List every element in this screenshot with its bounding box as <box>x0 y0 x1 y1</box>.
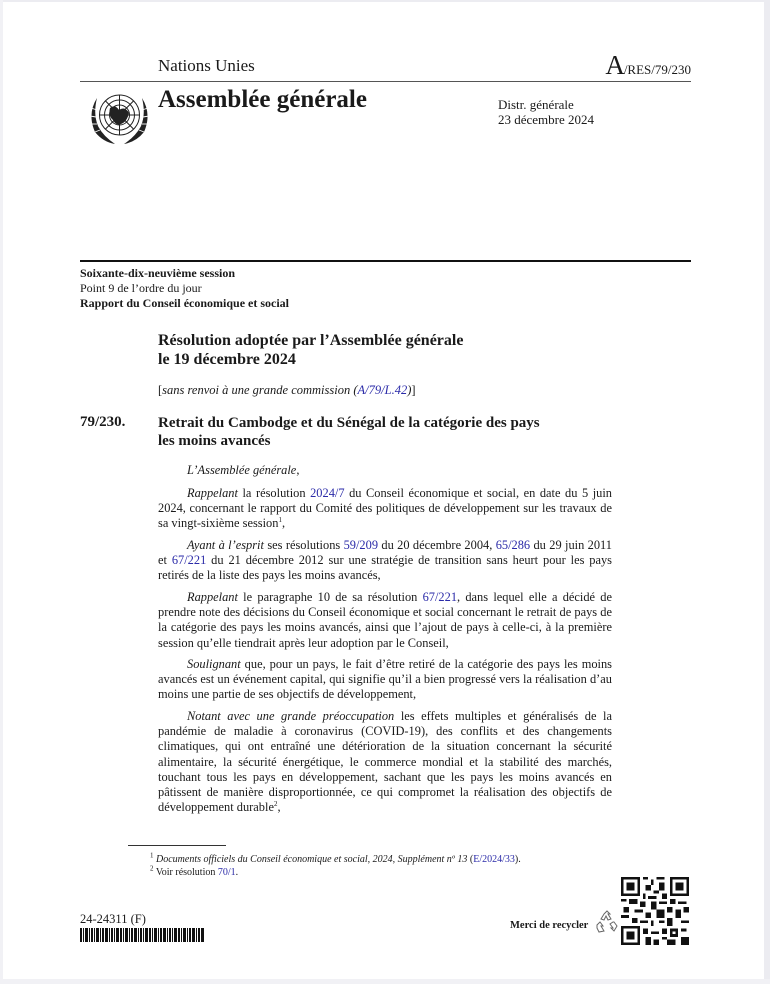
preamble-paragraph-4 <box>158 657 612 703</box>
referral-note <box>158 383 416 398</box>
p3-italic: Rappelant <box>187 590 238 604</box>
footnote-1 <box>150 853 521 866</box>
agenda-title: Rapport du Conseil économique et social <box>80 296 290 310</box>
link-2024-7[interactable]: 2024/7 <box>310 486 345 500</box>
p5-text1: les effets multiples et généralisés de la pandémie de maladie à coronavirus (COVID-19), des conflits et des changements climatiques, qui ont entraîné une détérioration de la situation concernant la sécurité alimentaire, la sécurité énergétique, le commerce mondial et la stabilité des marchés, touchant tous les pays en développement, sachant que les pays les moins avancés en pâtissent de manière disproportionnée, ce qui compromet la réalisation des objectifs de développement durable <box>158 709 612 815</box>
barcode-icon <box>80 928 204 942</box>
p1-text2: du Conseil économique et social, en date du 5 juin 2024, concernant le rapport du Comité des politiques de développement sur les travaux de sa vingt-sixième session <box>158 486 613 531</box>
footnote-1-text2: ). <box>514 854 521 865</box>
preamble-paragraph-1 <box>158 486 612 532</box>
agenda-item: Point 9 de l’ordre du jour <box>80 281 202 295</box>
footnote-2-text2: . <box>235 867 239 878</box>
link-67-221[interactable]: 67/221 <box>171 553 207 568</box>
link-65-286[interactable]: 65/286 <box>495 538 531 552</box>
preamble-opening <box>158 463 612 478</box>
resolution-heading <box>158 414 598 450</box>
resolution-heading-line2: les moins avancés <box>158 433 271 449</box>
footnote-2-text1: Voir résolution <box>155 867 218 878</box>
p2-text2: du 20 décembre 2004, <box>378 538 496 552</box>
distribution-date: 23 décembre 2024 <box>498 112 595 127</box>
link-E-2024-33[interactable]: E/2024/33 <box>473 854 515 865</box>
p0-rest: , <box>296 463 300 477</box>
distribution-block <box>498 97 594 127</box>
p5-italic: Notant avec une grande préoccupation <box>187 709 395 723</box>
p3-text1: le paragraphe 10 de sa résolution <box>237 590 423 604</box>
p0-italic: L’Assemblée générale <box>187 463 297 477</box>
p4-text1: que, pour un pays, le fait d’être retiré de la catégorie des pays les moins avancés est un événement capital, qui signifie qu’il a bien progressé vers la réalisation d’au moins une partie de ses objectifs de développement, <box>158 657 612 702</box>
page-edge-top <box>0 0 770 2</box>
adoption-title-line2: le 19 décembre 2024 <box>158 351 296 368</box>
p5-text2: , <box>277 800 281 815</box>
session-block <box>80 266 289 311</box>
link-A-79-L42[interactable]: A/79/L.42 <box>357 383 408 397</box>
document-number: 24-24311 (F) <box>80 912 146 926</box>
page-edge-bottom <box>0 979 770 984</box>
resolution-number: 79/230. <box>80 414 126 430</box>
session-rule <box>80 260 691 262</box>
resolution-heading-line1: Retrait du Cambodge et du Sénégal de la catégorie des pays <box>158 415 540 431</box>
footnote-2 <box>150 866 238 879</box>
footnote-1-italic: Documents officiels du Conseil économique et social, 2024, Supplément nº 13 <box>156 854 468 865</box>
session-name: Soixante-dix-neuvième session <box>80 266 236 280</box>
paren-close: ) <box>407 383 412 397</box>
p1-text1: la résolution <box>237 486 311 500</box>
recycle-icon <box>595 910 619 934</box>
p2-text1: ses résolutions <box>263 538 344 552</box>
page-edge-left <box>0 0 3 984</box>
adoption-title-line1: Résolution adoptée par l’Assemblée générale <box>158 332 464 349</box>
p2-italic: Ayant à l’esprit <box>187 538 264 552</box>
p1-italic: Rappelant <box>187 486 238 500</box>
distribution-type: Distr. générale <box>498 97 574 112</box>
link-59-209[interactable]: 59/209 <box>343 538 379 552</box>
preamble-paragraph-2 <box>158 538 612 584</box>
footnote-ref-2[interactable]: 2 <box>273 800 278 809</box>
link-67-221-second[interactable]: 67/221 <box>422 590 458 604</box>
p2-text3: du 29 juin 2011 et <box>158 538 612 568</box>
p1-text3: , <box>281 516 286 531</box>
un-emblem-icon <box>83 86 156 149</box>
issuing-body-title: Assemblée générale <box>158 86 367 113</box>
symbol-prefix: A <box>605 50 624 80</box>
preamble-paragraph-3 <box>158 590 612 651</box>
resolution-adoption-title <box>158 331 463 369</box>
bracket-open: [ <box>158 383 163 397</box>
qr-code-icon[interactable] <box>621 877 689 945</box>
organization-name: Nations Unies <box>158 56 255 75</box>
p3-text2: , dans lequel elle a décidé de prendre note des décisions du Conseil économique et social concernant le retrait de pays de la catégorie des pays les moins avancés, ainsi que l’ajout de pays à celle-ci, à la première session qu’elle tiendrait après leur adoption par le Conseil, <box>158 590 612 650</box>
footnote-ref-1[interactable]: 1 <box>278 516 282 525</box>
footnote-2-number: 2 <box>150 864 154 873</box>
link-70-1[interactable]: 70/1 <box>217 867 236 878</box>
bracket-close: ] <box>411 383 416 397</box>
header-rule <box>80 81 691 82</box>
p4-italic: Soulignant <box>187 657 241 671</box>
footnote-1-number: 1 <box>150 851 154 860</box>
symbol-rest: /RES/79/230 <box>623 62 691 77</box>
footnote-1-text1: ( <box>467 854 474 865</box>
p2-text4: du 21 décembre 2012 sur une stratégie de transition sans heurt pour les pays retirés de la liste des pays les moins avancés, <box>158 553 612 583</box>
footnote-rule <box>128 845 226 846</box>
referral-text: sans renvoi à une grande commission ( <box>162 383 358 397</box>
preamble-paragraph-5 <box>158 709 612 815</box>
recycle-text: Merci de recycler <box>510 920 589 931</box>
document-symbol <box>605 50 691 81</box>
page-edge-right <box>764 0 770 984</box>
